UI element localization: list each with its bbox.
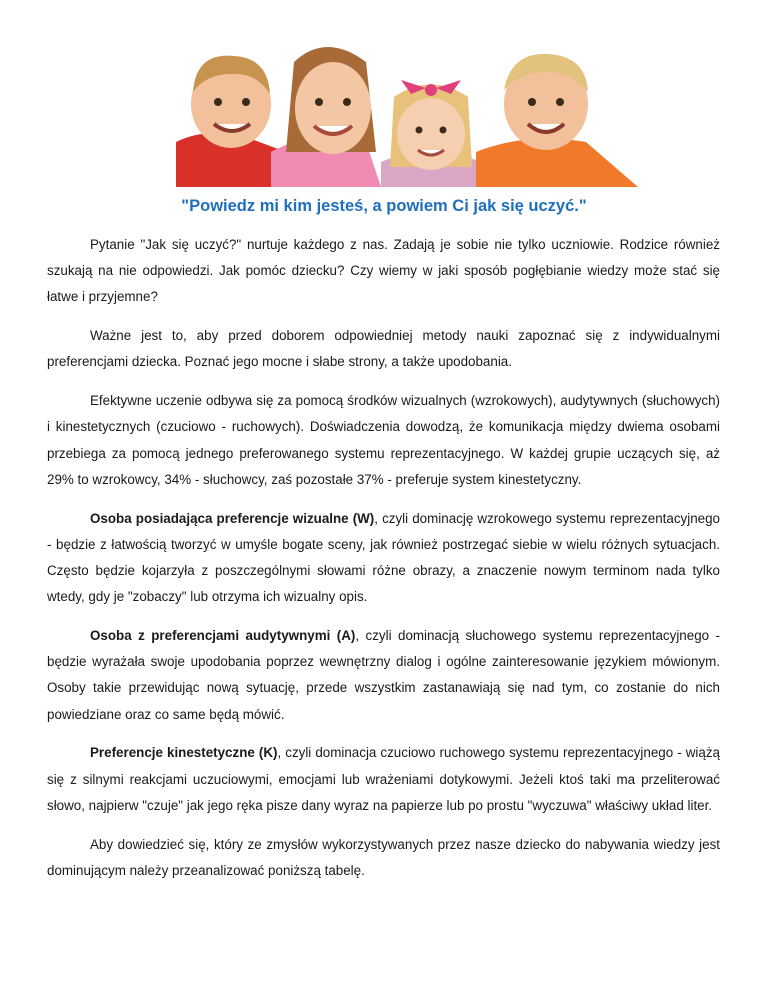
paragraph-effective-learning: Efektywne uczenie odbywa się za pomocą środków wizualnych (wzrokowych), audytywnych (słuchowych) i kinestetycznych (czuciowo - ruchowych). Doświadczenia dowodzą, że komunikacja między dwiema osobami przebiega za pomocą jednego preferowanego systemu reprezentacyjnego. W każdej grupie uczących się, aż 29% to wzrokowcy, 34% - słuchowcy, zaś pozostałe 37% - preferuje system kinestetyczny.: [47, 393, 720, 487]
paragraph-preferences: Ważne jest to, aby przed doborem odpowiedniej metody nauki zapoznać się z indywidualnymi preferencjami dziecka. Poznać jego mocne i słabe strony, a także upodobania.: [47, 328, 720, 370]
auditory-text: , czyli dominacją słuchowego systemu reprezentacyjnego - będzie wyrażała swoje upodobania poprzez wewnętrzny dialog i ogólne zainteresowanie językiem mówionym. Osoby takie przewidując nową sytuację, przede wszystkim zastanawiają się nad tym, co zostanie do nich powiedziane oraz co same będą mówić.: [47, 628, 720, 722]
children-photo: [176, 42, 638, 187]
paragraph-intro: Pytanie "Jak się uczyć?" nurtuje każdego z nas. Zadają je sobie nie tylko uczniowie. Rodzice również szukają na nie odpowiedzi. Jak pomóc dziecku? Czy wiemy w jaki sposób pogłębianie wiedzy może stać się łatwe i przyjemne?: [47, 237, 720, 305]
paragraph-visual: [47, 506, 720, 611]
article-body: [47, 232, 720, 897]
kinesthetic-text: , czyli dominacja czuciowo ruchowego systemu reprezentacyjnego - wiążą się z silnymi reakcjami uczuciowymi, emocjami lub wrażeniami dotykowymi. Jeżeli ktoś taki ma przeliterować słowo, najpierw "czuje" jak jego ręka pisze dany wyraz na papierze lub po prostu "wyczuwa" właściwy układ liter.: [47, 745, 720, 813]
auditory-heading: Osoba z preferencjami audytywnymi (A): [90, 628, 356, 644]
visual-heading: Osoba posiadająca preferencje wizualne (W): [90, 510, 375, 526]
visual-text: , czyli dominację wzrokowego systemu reprezentacyjnego - będzie z łatwością tworzyć w umyśle bogate sceny, jak również postrzegać siebie w wielu różnych sytuacjach. Często będzie kojarzyła z poszczególnymi słowami różne obrazy, a znaczenie nowym terminom nada tylko wtedy, gdy je "zobaczy" lub otrzyma ich wizualny opis.: [47, 510, 720, 605]
kinesthetic-heading: Preferencje kinestetyczne (K): [90, 745, 278, 761]
paragraph-kinesthetic: [47, 740, 720, 819]
paragraph-auditory: [47, 623, 720, 728]
page-title: "Powiedz mi kim jesteś, a powiem Ci jak się uczyć.": [181, 197, 587, 215]
paragraph-conclusion: Aby dowiedzieć się, który ze zmysłów wykorzystywanych przez nasze dziecko do nabywania wiedzy jest dominującym należy przeanalizować poniższą tabelę.: [47, 836, 720, 878]
